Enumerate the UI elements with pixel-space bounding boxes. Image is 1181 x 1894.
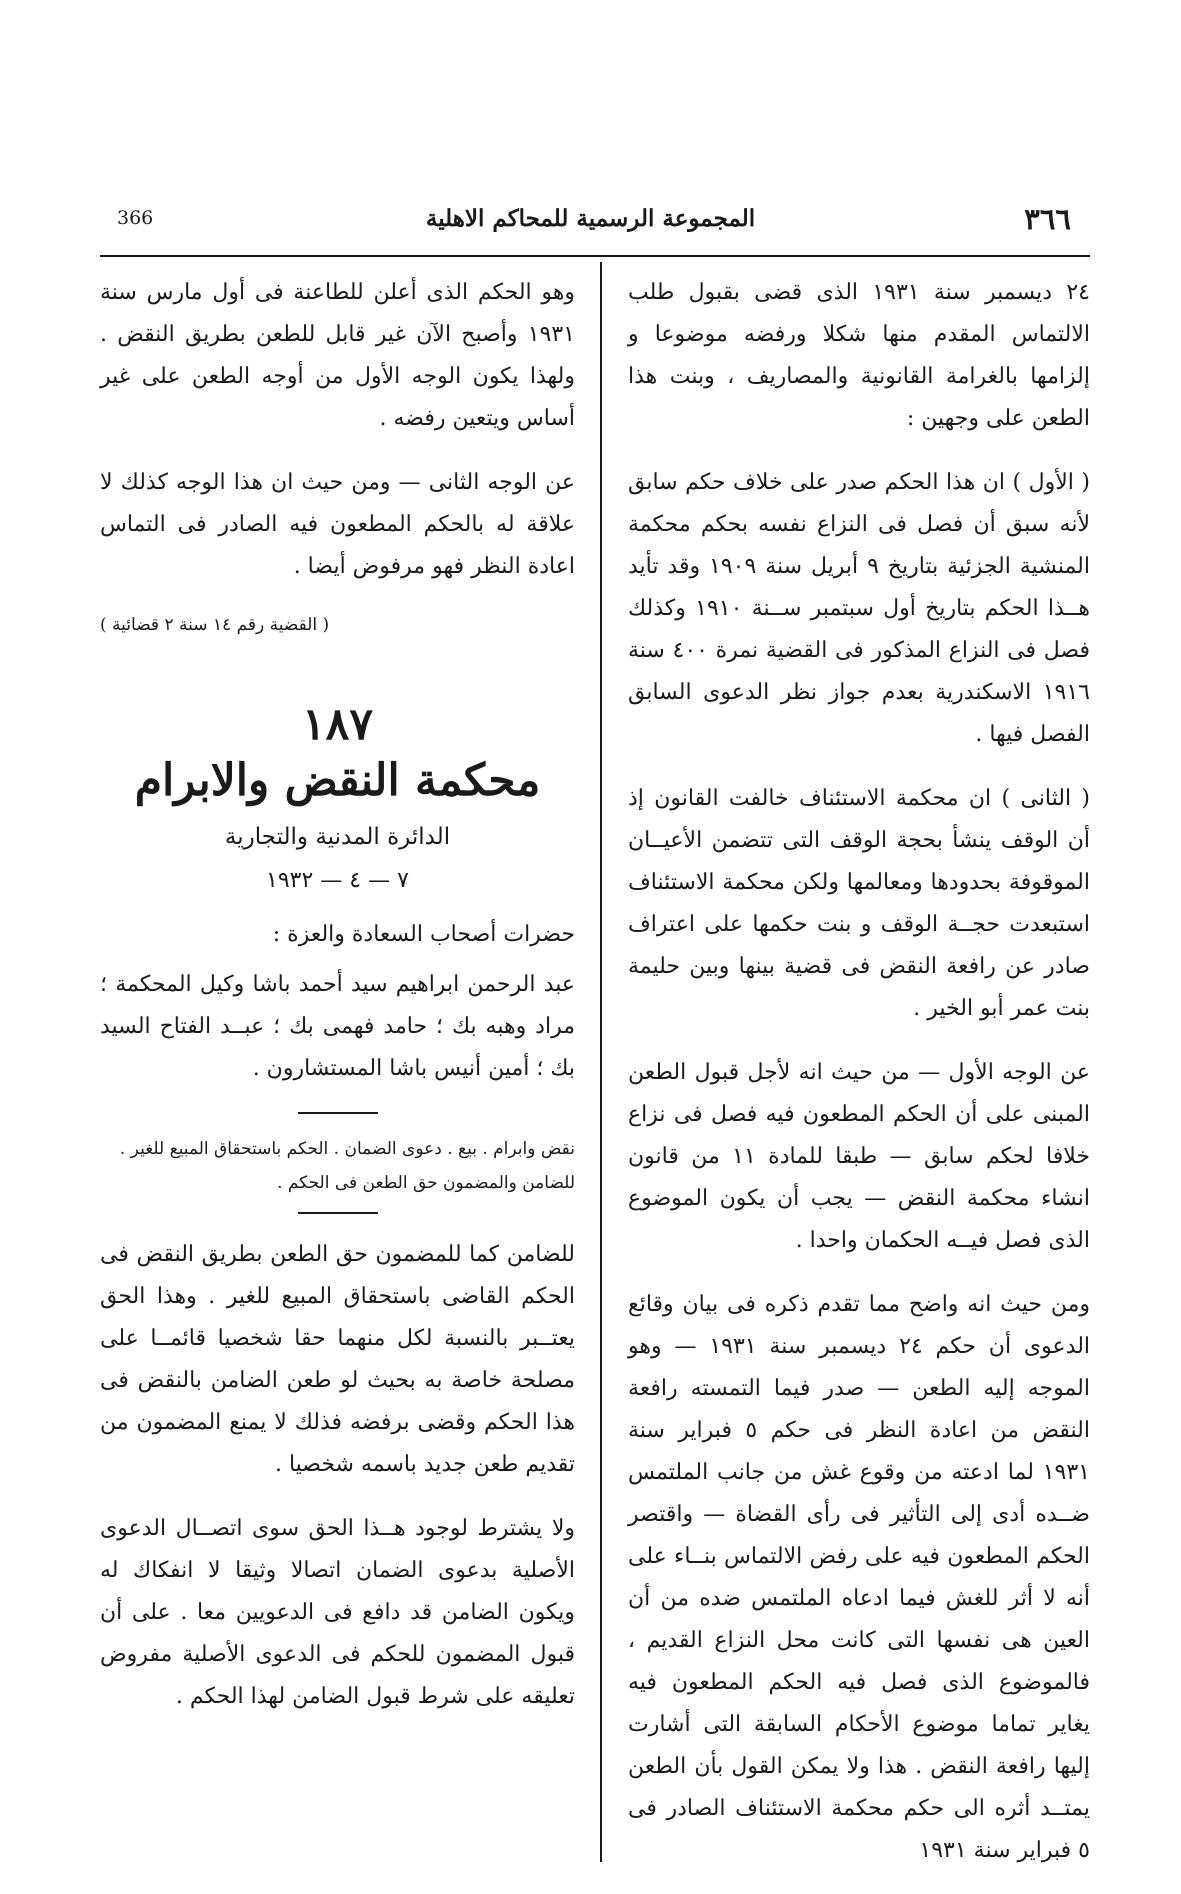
left-column — [100, 272, 575, 1740]
summary-line: نقض وابرام . بيع . دعوى الضمان . الحكم باستحقاق المبيع للغير . — [119, 1139, 575, 1159]
running-title: المجموعة الرسمية للمحاكم الاهلية — [425, 205, 756, 232]
separator-rule — [298, 1112, 378, 1114]
paragraph: ومن حيث انه واضح مما تقدم ذكره فى بيان وقائع الدعوى أن حكم ٢٤ ديسمبر سنة ١٩٣١ — وهو الموجه إليه الطعن — صدر فيما التمسته رافعة النقض من اعادة النظر فى حكم ٥ فبراير سنة ١٩٣١ لما ادعته من وقوع غش من جانب الملتمس ضــده أدى إلى التأثير فى رأى القضاة — واقتصر الحكم المطعون فيه على رفض الالتماس بنــاء على أنه لا أثر للغش فيما ادعاه الملتمس ضده من أن العين هى نفسها التى كانت محل النزاع القديم ، فالموضوع الذى فصل فيه الحكم المطعون فيه يغاير تماما موضوع الأحكام السابقة التى أشارت إليها رافعة النقض . هذا ولا يمكن القول بأن الطعن يمتــد أثره الى حكم محكمة الاستئناف الصادر فى ٥ فبراير سنة ١٩٣١ — [628, 1292, 1091, 1863]
paragraph: وهو الحكم الذى أعلن للطاعنة فى أول مارس سنة ١٩٣١ وأصبح الآن غير قابل للطعن بطريق النقض . ولهذا يكون الوجه الأول من أوجه الطعن على غير أساس ويتعين رفضه . — [100, 280, 575, 431]
paragraph: للضامن كما للمضمون حق الطعن بطريق النقض فى الحكم القاضى باستحقاق المبيع للغير . وهذا الحق يعتــبر بالنسبة لكل منهما حقا شخصيا قائمــا على مصلحة خاصة به بحيث لو طعن الضامن بالنقض فى هذا الحكم وقضى برفضه فذلك لا يمنع المضمون من تقديم طعن جديد باسمه شخصيا . — [100, 1242, 575, 1477]
paragraph: عن الوجه الثانى — ومن حيث ان هذا الوجه كذلك لا علاقة له بالحكم المطعون فيه الصادر فى التماس اعادة النظر فهو مرفوض أيضا . — [100, 470, 575, 579]
page-number-arabic: ٣٦٦ — [1024, 202, 1071, 236]
separator-rule — [298, 1212, 378, 1214]
right-column — [628, 272, 1090, 1894]
judges-intro: حضرات أصحاب السعادة والعزة : — [272, 922, 575, 947]
paragraph: عن الوجه الأول — من حيث انه لأجل قبول الطعن المبنى على أن الحكم المطعون فيه فصل فى نزاع خلافا لحكم سابق — طبقا للمادة ١١ من قانون انشاء محكمة النقض — يجب أن يكون الموضوع الذى فصل فيــه الحكمان واحدا . — [628, 1060, 1091, 1253]
summary-line: للضامن والمضمون حق الطعن فى الحكم . — [277, 1173, 575, 1193]
page-header — [0, 202, 1181, 239]
paragraph: ( الأول ) ان هذا الحكم صدر على خلاف حكم سابق لأنه سبق أن فصل فى النزاع نفسه بحكم محكمة المنشية الجزئية بتاريخ ٩ أبريل سنة ١٩٠٩ وقد تأيد هــذا الحكم بتاريخ أول سبتمبر ســنة ١٩١٠ وكذلك فصل فى النزاع المذكور فى القضية نمرة ٤٠٠ سنة ١٩١٦ الاسكندرية بعدم جواز نظر الدعوى السابق الفصل فيها . — [628, 470, 1090, 747]
circuit-name: الدائرة المدنية والتجارية — [224, 824, 451, 850]
judgment-date: ٧ — ٤ — ١٩٣٢ — [266, 868, 409, 893]
case-number: ١٨٧ — [302, 699, 373, 750]
paragraph: ولا يشترط لوجود هــذا الحق سوى اتصــال الدعوى الأصلية بدعوى الضمان اتصالا وثيقا لا انفكاك له ويكون الضامن قد دافع فى الدعويين معا . على أن قبول المضمون للحكم فى الدعوى الأصلية مفروض تعليقه على شرط قبول الضامن لهذا الحكم . — [100, 1516, 575, 1709]
paragraph: ( الثانى ) ان محكمة الاستئناف خالفت القانون إذ أن الوقف ينشأ بحجة الوقف التى تتضمن الأعيــان الموقوفة بحدودها ومعالمها ولكن محكمة الاستئناف استبعدت حجــة الوقف و بنت حكمها على اعتراف صادر عن رافعة النقض فى قضية بينها وبين حليمة بنت عمر أبو الخير . — [628, 786, 1090, 1021]
court-name: محكمة النقض والابرام — [134, 755, 541, 806]
header-rule — [100, 255, 1090, 257]
page-number-latin: 366 — [117, 207, 154, 229]
judges-list: عبد الرحمن ابراهيم سيد أحمد باشا وكيل المحكمة ؛ مراد وهبه بك ؛ حامد فهمى بك ؛ عبــد الفتاح السيد بك ؛ أمين أنيس باشا المستشارون . — [100, 972, 575, 1081]
column-divider — [600, 262, 602, 1862]
case-reference: ( القضية رقم ١٤ سنة ٢ قضائية ) — [100, 615, 330, 635]
paragraph: ٢٤ ديسمبر سنة ١٩٣١ الذى قضى بقبول طلب الالتماس المقدم منها شكلا ورفضه موضوعا و إلزامها بالغرامة القانونية والمصاريف ، وبنت هذا الطعن على وجهين : — [628, 280, 1090, 431]
